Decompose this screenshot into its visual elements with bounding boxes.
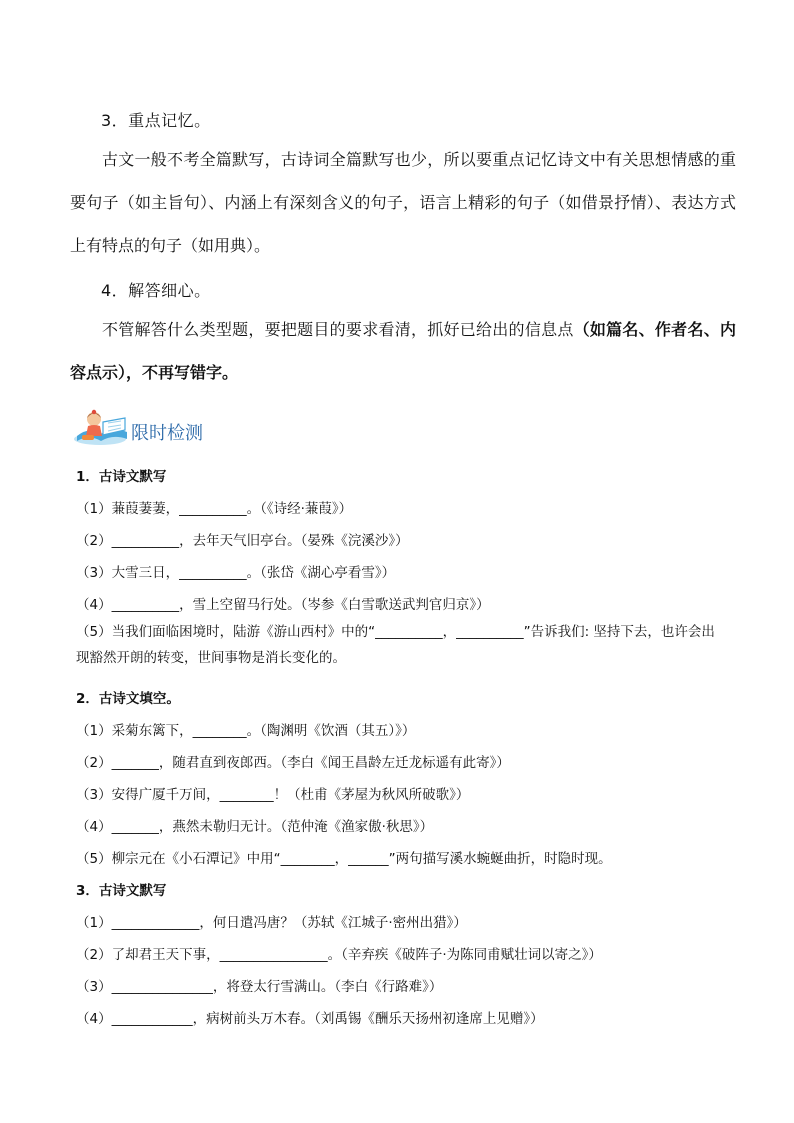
group-3-item-4: （4）____________，病树前头万木春。（刘禹锡《酬乐天扬州初逢席上见赠》）	[76, 1011, 544, 1027]
group-1-item-1: （1）蒹葭萋萋，__________。（《诗经·蒹葭》）	[76, 501, 353, 517]
group-2-item-4: （4）_______，燕然未勒归无计。（范仲淹《渔家傲·秋思》）	[76, 819, 434, 835]
group-1-item-3: （3）大雪三日，__________。（张岱《湖心亭看雪》）	[76, 565, 396, 581]
group-1-title: 1．古诗文默写	[76, 469, 167, 485]
tip-4-body	[70, 308, 736, 394]
group-2-item-5: （5）柳宗元在《小石潭记》中用“________，______”两句描写溪水蜿蜒曲折，时隐时现。	[76, 851, 612, 867]
group-1-item-2: （2）__________，去年天气旧亭台。（晏殊《浣溪沙》）	[76, 533, 409, 549]
reading-child-icon	[73, 408, 131, 448]
group-2-item-2: （2）_______，随君直到夜郎西。（李白《闻王昌龄左迁龙标遥有此寄》）	[76, 755, 510, 771]
group-3-item-2: （2）了却君王天下事，________________。（辛弃疾《破阵子·为陈同甫赋壮词以寄之》）	[76, 947, 602, 963]
group-1-item-4: （4）__________，雪上空留马行处。（岑参《白雪歌送武判官归京》）	[76, 597, 490, 613]
tip-4-heading: 4．解答细心。	[101, 281, 211, 300]
tip-4-body-bold: （如篇名、作者名、内容点示），不再写错字。	[70, 320, 736, 382]
section-title: 限时检测	[131, 423, 203, 444]
group-3-item-1: （1）_____________，何日遣冯唐？（苏轼《江城子·密州出猎》）	[76, 915, 467, 931]
group-3-item-3: （3）_______________，将登太行雪满山。（李白《行路难》）	[76, 979, 443, 995]
tip-3-body: 古文一般不考全篇默写，古诗词全篇默写也少，所以要重点记忆诗文中有关思想情感的重要句子（如主旨句）、内涵上有深刻含义的句子，语言上精彩的句子（如借景抒情）、表达方式上有特点的句子（如用典）。	[70, 150, 736, 255]
group-2-title: 2．古诗文填空。	[76, 691, 180, 707]
group-3-title: 3．古诗文默写	[76, 883, 167, 899]
group-2-item-3: （3）安得广厦千万间，________！（杜甫《茅屋为秋风所破歌》）	[76, 787, 470, 803]
tip-3-heading: 3．重点记忆。	[101, 111, 211, 130]
group-1-item-5: （5）当我们面临困境时，陆游《游山西村》中的“__________，__________”告诉我们: 坚持下去，也许会出现豁然开朗的转变，世间事物是消长变化的。	[76, 624, 715, 666]
tip-4-body-plain: 不管解答什么类型题，要把题目的要求看清，抓好已给出的信息点	[102, 320, 574, 339]
group-2-item-1: （1）采菊东篱下，________。（陶渊明《饮酒（其五）》）	[76, 723, 416, 739]
